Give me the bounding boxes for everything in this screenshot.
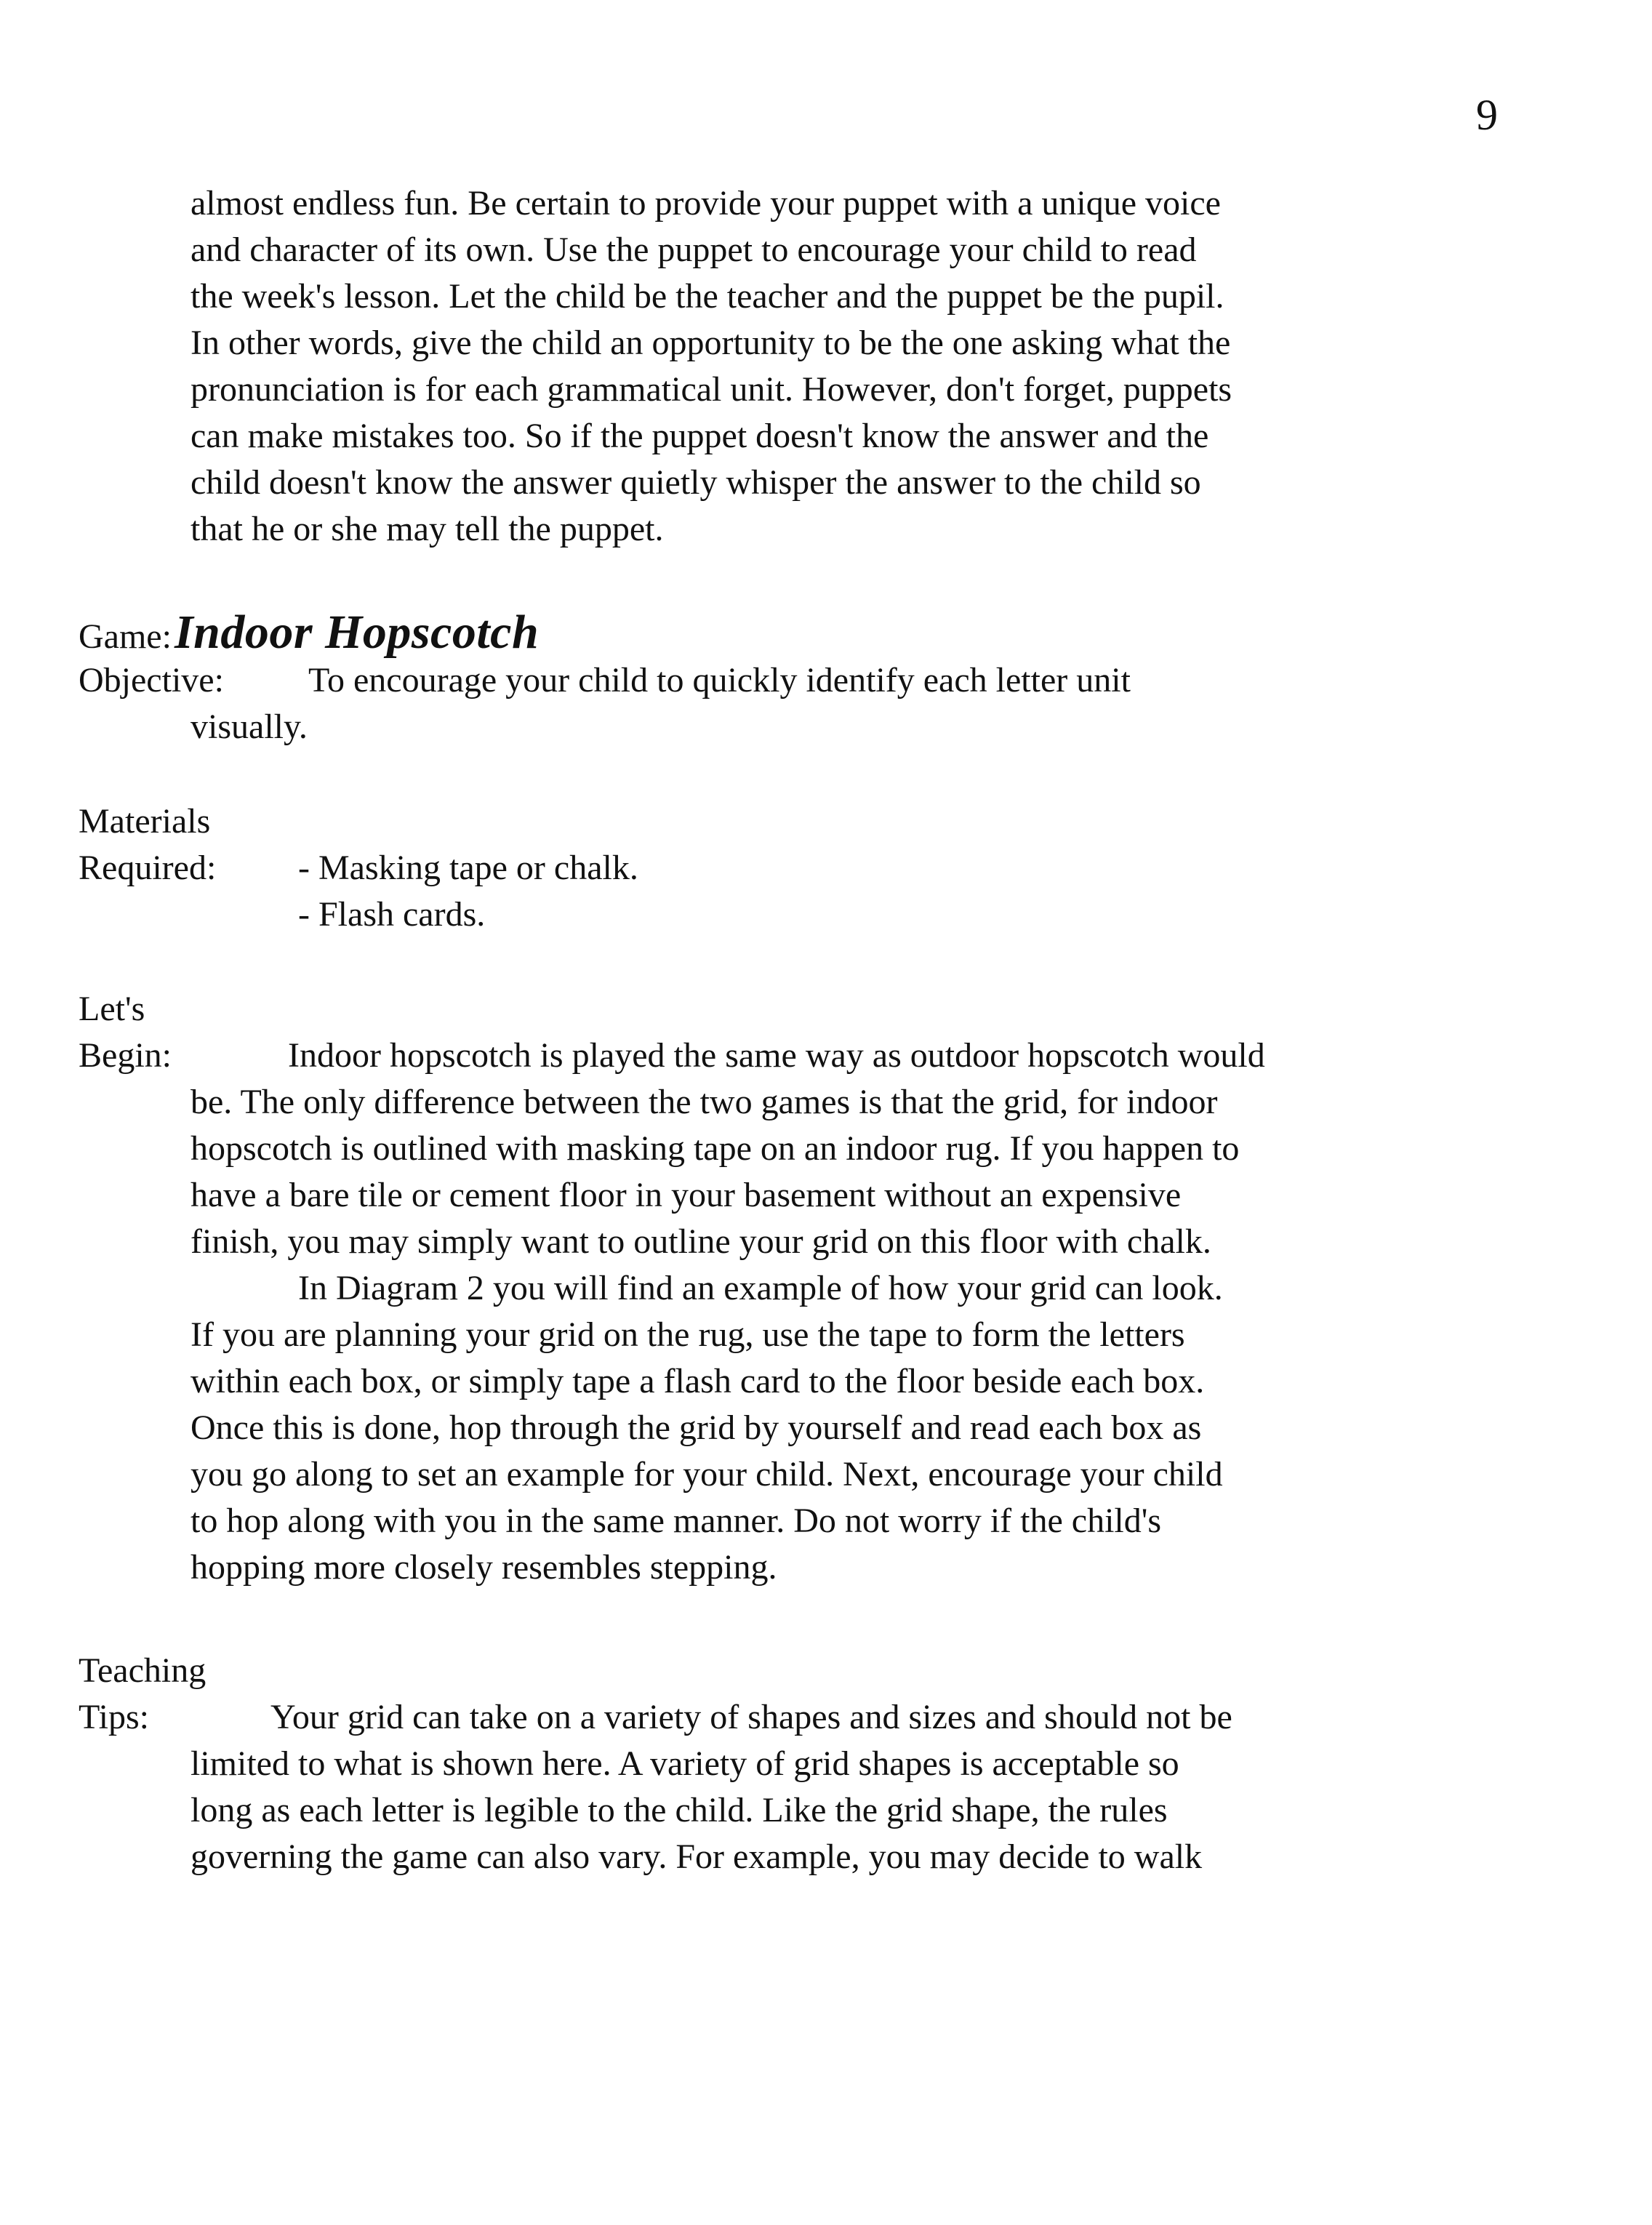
lets-label: Let's	[79, 990, 145, 1028]
materials-label: Materials	[79, 802, 211, 841]
page-number: 9	[1476, 91, 1498, 139]
text-line: long as each letter is legible to the child. Like the grid shape, the rules	[191, 1791, 1168, 1829]
text-line: hopscotch is outlined with masking tape on an indoor rug. If you happen to	[191, 1129, 1240, 1168]
teaching-label: Teaching	[79, 1651, 206, 1690]
intro-paragraph	[191, 180, 1456, 553]
text-line: within each box, or simply tape a flash card to the floor beside each box.	[191, 1362, 1205, 1400]
text-line: have a bare tile or cement floor in your basement without an expensive	[191, 1176, 1182, 1214]
text-line: If you are planning your grid on the rug, use the tape to form the letters	[191, 1315, 1185, 1354]
game-heading	[79, 605, 539, 660]
text-line: that he or she may tell the puppet.	[191, 510, 664, 548]
begin-paragraph-2	[191, 1312, 1223, 1591]
text-line: governing the game can also vary. For example, you may decide to walk	[191, 1837, 1203, 1876]
begin-text-line: Indoor hopscotch is played the same way as outdoor hopscotch would	[288, 1036, 1265, 1075]
text-line: and character of its own. Use the puppet to encourage your child to read	[191, 230, 1197, 269]
materials-item: - Masking tape or chalk.	[298, 849, 638, 887]
text-line: finish, you may simply want to outline your grid on this floor with chalk.	[191, 1222, 1211, 1261]
objective-label: Objective:	[79, 661, 224, 699]
tips-label: Tips:	[79, 1698, 149, 1736]
text-line: you go along to set an example for your child. Next, encourage your child	[191, 1455, 1223, 1494]
begin-label: Begin:	[79, 1036, 172, 1075]
text-line: can make mistakes too. So if the puppet doesn't know the answer and the	[191, 417, 1209, 455]
begin-text-line: In Diagram 2 you will find an example of how your grid can look.	[298, 1269, 1223, 1307]
text-line: child doesn't know the answer quietly whisper the answer to the child so	[191, 463, 1201, 502]
text-line: limited to what is shown here. A variety of grid shapes is acceptable so	[191, 1744, 1179, 1783]
tips-paragraph	[191, 1741, 1202, 1880]
text-line: be. The only difference between the two games is that the grid, for indoor	[191, 1083, 1218, 1121]
begin-paragraph-1	[191, 1079, 1239, 1265]
text-line: hopping more closely resembles stepping.	[191, 1548, 777, 1587]
materials-item: - Flash cards.	[298, 895, 486, 934]
required-label: Required:	[79, 849, 217, 887]
text-line: to hop along with you in the same manner. Do not worry if the child's	[191, 1502, 1162, 1540]
text-line: the week's lesson. Let the child be the teacher and the puppet be the pupil.	[191, 277, 1224, 316]
objective-text-line: visually.	[191, 707, 308, 746]
game-title: Indoor Hopscotch	[174, 606, 540, 659]
tips-text-line: Your grid can take on a variety of shapes and sizes and should not be	[270, 1698, 1232, 1736]
game-label: Game:	[79, 617, 172, 656]
objective-text-line: To encourage your child to quickly identify each letter unit	[308, 661, 1131, 699]
text-line: Once this is done, hop through the grid by yourself and read each box as	[191, 1408, 1202, 1447]
text-line: In other words, give the child an opportunity to be the one asking what the	[191, 324, 1231, 362]
text-line: pronunciation is for each grammatical unit. However, don't forget, puppets	[191, 370, 1232, 409]
text-line: almost endless fun. Be certain to provide your puppet with a unique voice	[191, 184, 1221, 222]
